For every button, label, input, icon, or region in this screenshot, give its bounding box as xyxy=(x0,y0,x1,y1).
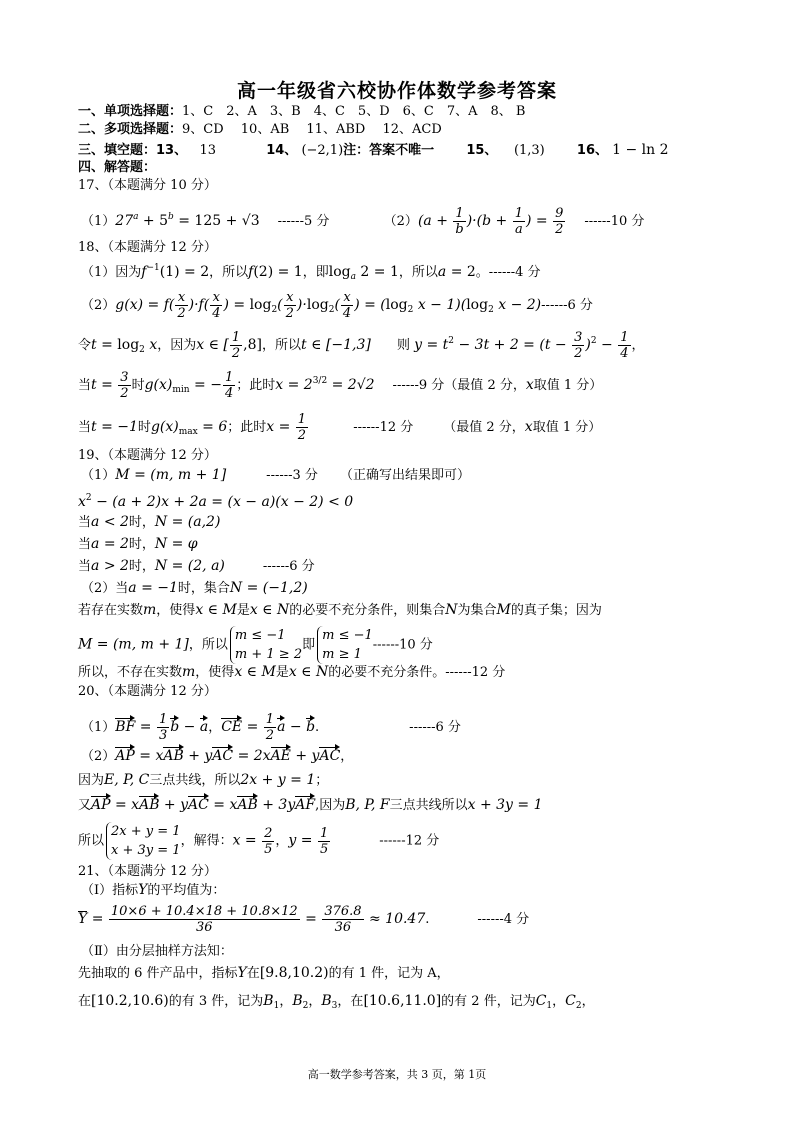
score-text: ------6 分 xyxy=(541,298,593,313)
q18-header: 18、（本题满分 12 分） xyxy=(78,240,217,255)
text: ，所以 xyxy=(209,265,249,280)
text: ，因为 xyxy=(157,338,197,353)
text: 。------4 分 xyxy=(475,265,541,280)
text: 时 xyxy=(137,420,151,435)
text: 当 xyxy=(78,559,92,574)
text: ，所以 xyxy=(262,338,302,353)
text: 所以 xyxy=(78,833,105,849)
q19-header: 19、（本题满分 12 分） xyxy=(78,448,217,463)
text: 在 xyxy=(350,994,364,1009)
text: 即 xyxy=(302,637,316,653)
q21-part2: （Ⅱ）由分层抽样方法知： xyxy=(81,944,233,959)
q21-line4: 先抽取的 6 件产品中，指标Y在[9.8,10.2)的有 1 件，记为 A， xyxy=(78,965,450,981)
text: ，解得： xyxy=(180,833,233,849)
section-single-choice xyxy=(78,104,525,120)
q19-part1: （1）M = (m, m + 1] ------3 分 （正确写出结果即可） xyxy=(81,467,470,483)
text: 的有 1 件，记为 A， xyxy=(328,966,450,981)
page-footer: 高一数学参考答案，共 3 页，第 1页 xyxy=(307,1068,487,1081)
q15-value: (1,3) xyxy=(513,143,545,158)
q18-line3: 令$t = \log_2 x$，因为x ∈ [ $\frac{1}{2}$ ,8]，所以t ∈ [−1,3] 则 $y = t^2 - 3t + 2 = (t$ − $\frac{3}{2}$ )$^2$ − $\frac{1}{4}$ ， xyxy=(78,330,645,361)
q19-line4: 当a = 2时，N = φ xyxy=(78,536,198,552)
section-label: 三、填空题： xyxy=(78,143,157,158)
text: 时，集合 xyxy=(177,581,230,596)
q17-part1: $(1)27^a + 5^b = 125 + √3$ ------5 分 （2）(a + $\frac{1}{b}$ )·(b + $\frac{1}{a}$ ) = $\frac{9}{2}$ ------10 分 xyxy=(81,206,645,237)
score-text: 取值 1 分） xyxy=(532,420,602,435)
score-text: ------9 分（最值 2 分， xyxy=(392,378,526,393)
text: 三点共线，所以 xyxy=(149,773,241,788)
q16-label: 16、 xyxy=(576,143,608,158)
text: 所以，不存在实数 xyxy=(78,665,183,680)
score-text: ------12 分 xyxy=(379,833,440,849)
part-label: （1） xyxy=(81,720,116,735)
q18-part1: （1）因为$f^{-1}(1) = 2$，所以f(2) = 1，即$\log_a 2 = 1$，所以a = 2。------4 分 xyxy=(81,263,541,282)
section-label: 四、解答题： xyxy=(78,160,157,175)
section-solutions xyxy=(78,160,156,176)
text: 为集合 xyxy=(457,603,497,618)
multi-choice-answers: 9、CD 10、AB 11、ABD 12、ACD xyxy=(182,122,442,137)
text: 当 xyxy=(78,515,92,530)
text: 在 xyxy=(246,966,260,981)
score-text: ------6 分 xyxy=(262,559,315,574)
q21-part1: （Ⅰ）指标Y的平均值为： xyxy=(81,882,226,898)
part-label: （2） xyxy=(383,214,418,229)
q14-value: (−2,1) xyxy=(301,143,344,158)
text: 因为 xyxy=(78,773,105,788)
text: 则 xyxy=(396,338,410,353)
score-text: 取值 1 分） xyxy=(533,378,603,393)
section-fill-blank xyxy=(78,142,669,159)
q14-label: 14、 xyxy=(266,143,298,158)
q19-line5: 当a > 2时，N = (2, a) ------6 分 xyxy=(78,558,315,574)
text: 又 xyxy=(78,798,92,813)
q13-label: 13、 xyxy=(156,143,188,158)
text: 若存在实数 xyxy=(78,603,144,618)
q18-line4: 当t = $\frac{3}{2}$ 时$g(x)_{min}$ = − $\frac{1}{4}$ ；此时$x = 2^{3/2} = 2√2$ ------9 分（最值 2 分，x取值 1 分） xyxy=(78,370,603,401)
score-text: （最值 2 分， xyxy=(443,420,525,435)
score-text: ------10 分 xyxy=(584,214,645,229)
q19-line2: $x^2 - (a + 2)x + 2a = (x - a)(x - 2) < 0$ xyxy=(78,493,354,510)
q19-part2: （2）当a = −1时，集合N = (−1,2) xyxy=(81,580,308,596)
text: 当 xyxy=(78,537,92,552)
text: （1）因为 xyxy=(81,265,142,280)
q17-header: 17、（本题满分 10 分） xyxy=(78,178,217,193)
q21-line5: 在[10.2,10.6)的有 3 件，记为$B_1$，$B_2$，$B_3$，在[10.6,11.0]的有 2 件，记为$C_1$，$C_2$， xyxy=(78,993,595,1011)
q20-line3: 因为E, P, C三点共线，所以2x + y = 1； xyxy=(78,772,329,788)
text: 的必要不充分条件，则集合 xyxy=(289,603,446,618)
part-label: （1） xyxy=(81,468,116,483)
q20-header: 20、（本题满分 12 分） xyxy=(78,684,217,699)
text: （Ⅰ）指标 xyxy=(81,883,139,898)
text: ；此时 xyxy=(227,420,267,435)
text: 令 xyxy=(78,338,92,353)
q16-value: 1 − ln 2 xyxy=(612,142,669,158)
page-title: 高一年级省六校协作体数学参考答案 xyxy=(236,80,557,102)
text: ,因为 xyxy=(315,798,346,813)
q19-line9: 所以，不存在实数m，使得x ∈ M是x ∈ N的必要不充分条件。------12 分 xyxy=(78,664,506,680)
text: 在 xyxy=(78,994,92,1009)
text: 的必要不充分条件。------12 分 xyxy=(328,665,506,680)
score-text: ------5 分 xyxy=(277,214,330,229)
score-text: ------3 分 xyxy=(266,468,318,483)
part-label: （1） xyxy=(81,214,116,229)
text: ，所以 xyxy=(188,637,228,653)
single-choice-answers: 1、C 2、A 3、B 4、C 5、D 6、C 7、A 8、 B xyxy=(182,104,526,119)
part-label: （2） xyxy=(81,298,116,313)
part-label: （2） xyxy=(81,749,116,764)
text: 是 xyxy=(236,603,250,618)
q13-value: 13 xyxy=(199,143,217,158)
text: 三点共线所以 xyxy=(389,798,468,813)
text: 先抽取的 6 件产品中，指标 xyxy=(78,966,238,981)
q19-line3: 当a < 2时，N = (a,2) xyxy=(78,514,221,530)
score-text: ------4 分 xyxy=(477,912,530,927)
q18-line5: 当t = −1时$g(x)_{max} = 6$；此时x = $\frac{1}{2}$ ------12 分 （最值 2 分，x取值 1 分） xyxy=(78,412,602,443)
text: 的真子集；因为 xyxy=(510,603,602,618)
note-text: （正确写出结果即可） xyxy=(339,468,470,483)
q20-line4: 又AP = xAB + yAC = xAB + 3yAF,因为B, P, F三点共线所以x + 3y = 1 xyxy=(78,797,543,813)
section-label: 二、多项选择题： xyxy=(78,122,183,137)
q20-part1: （1）BF = $\frac{1}{3}$ b − a，CE = $\frac{1}{2}$ a − b. ------6 分 xyxy=(81,712,461,743)
text: 的平均值为： xyxy=(147,883,226,898)
text: ，所以 xyxy=(398,265,438,280)
text: ，使得 xyxy=(195,665,235,680)
q20-part2: （2）AP = xAB + yAC = 2xAE + yAC， xyxy=(81,748,354,764)
section-multi-choice xyxy=(78,122,442,138)
score-text: ------6 分 xyxy=(409,720,461,735)
text: 是 xyxy=(275,665,289,680)
text: 当 xyxy=(78,420,92,435)
q21-header: 21、（本题满分 12 分） xyxy=(78,864,217,879)
text: 当 xyxy=(78,378,92,393)
section-label: 一、单项选择题： xyxy=(78,104,183,119)
q18-part2: （2）g(x) = f( $\frac{x}{2}$ )·f( $\frac{x}{4}$ ) = $\log_2$( $\frac{x}{2}$ )$\cdot\log_2$( $\frac{x}{4}$ ) = ($\log_2$ $x - 1)(\log_2$ x − 2)------6 分 xyxy=(81,290,593,321)
q20-line5: 所以 2x + y = 1 x + 3y = 1 ，解得：x = $\frac{2}{5}$ ，y = $\frac{1}{5}$ ------12 分 xyxy=(78,824,440,858)
text: （2）当 xyxy=(81,581,129,596)
q14-note: 注：答案不唯一 xyxy=(343,143,435,158)
text: ，即 xyxy=(302,265,329,280)
q15-label: 15、 xyxy=(466,143,498,158)
q19-line7: 若存在实数m，使得x ∈ M是x ∈ N的必要不充分条件，则集合N为集合M的真子集；因为 xyxy=(78,602,602,618)
score-text: ------10 分 xyxy=(372,637,433,653)
text: ；此时 xyxy=(236,378,276,393)
text: 时 xyxy=(131,378,145,393)
score-text: ------12 分 xyxy=(353,420,414,435)
q19-line8: M = (m, m + 1]，所以 m ≤ −1 m + 1 ≥ 2 即 m ≤ −1 m ≥ 1 ------10 分 xyxy=(78,628,433,662)
text: ，使得 xyxy=(156,603,196,618)
text: 的有 2 件，记为 xyxy=(441,994,536,1009)
text: 的有 3 件，记为 xyxy=(168,994,264,1009)
q21-mean-formula: Y = $\frac{10\times 6 + 10.4\times 18 + 10.8\times 12}{36}$ = $\frac{376.8}{36}$ ≈ 10.47. ------4 分 xyxy=(78,904,530,935)
